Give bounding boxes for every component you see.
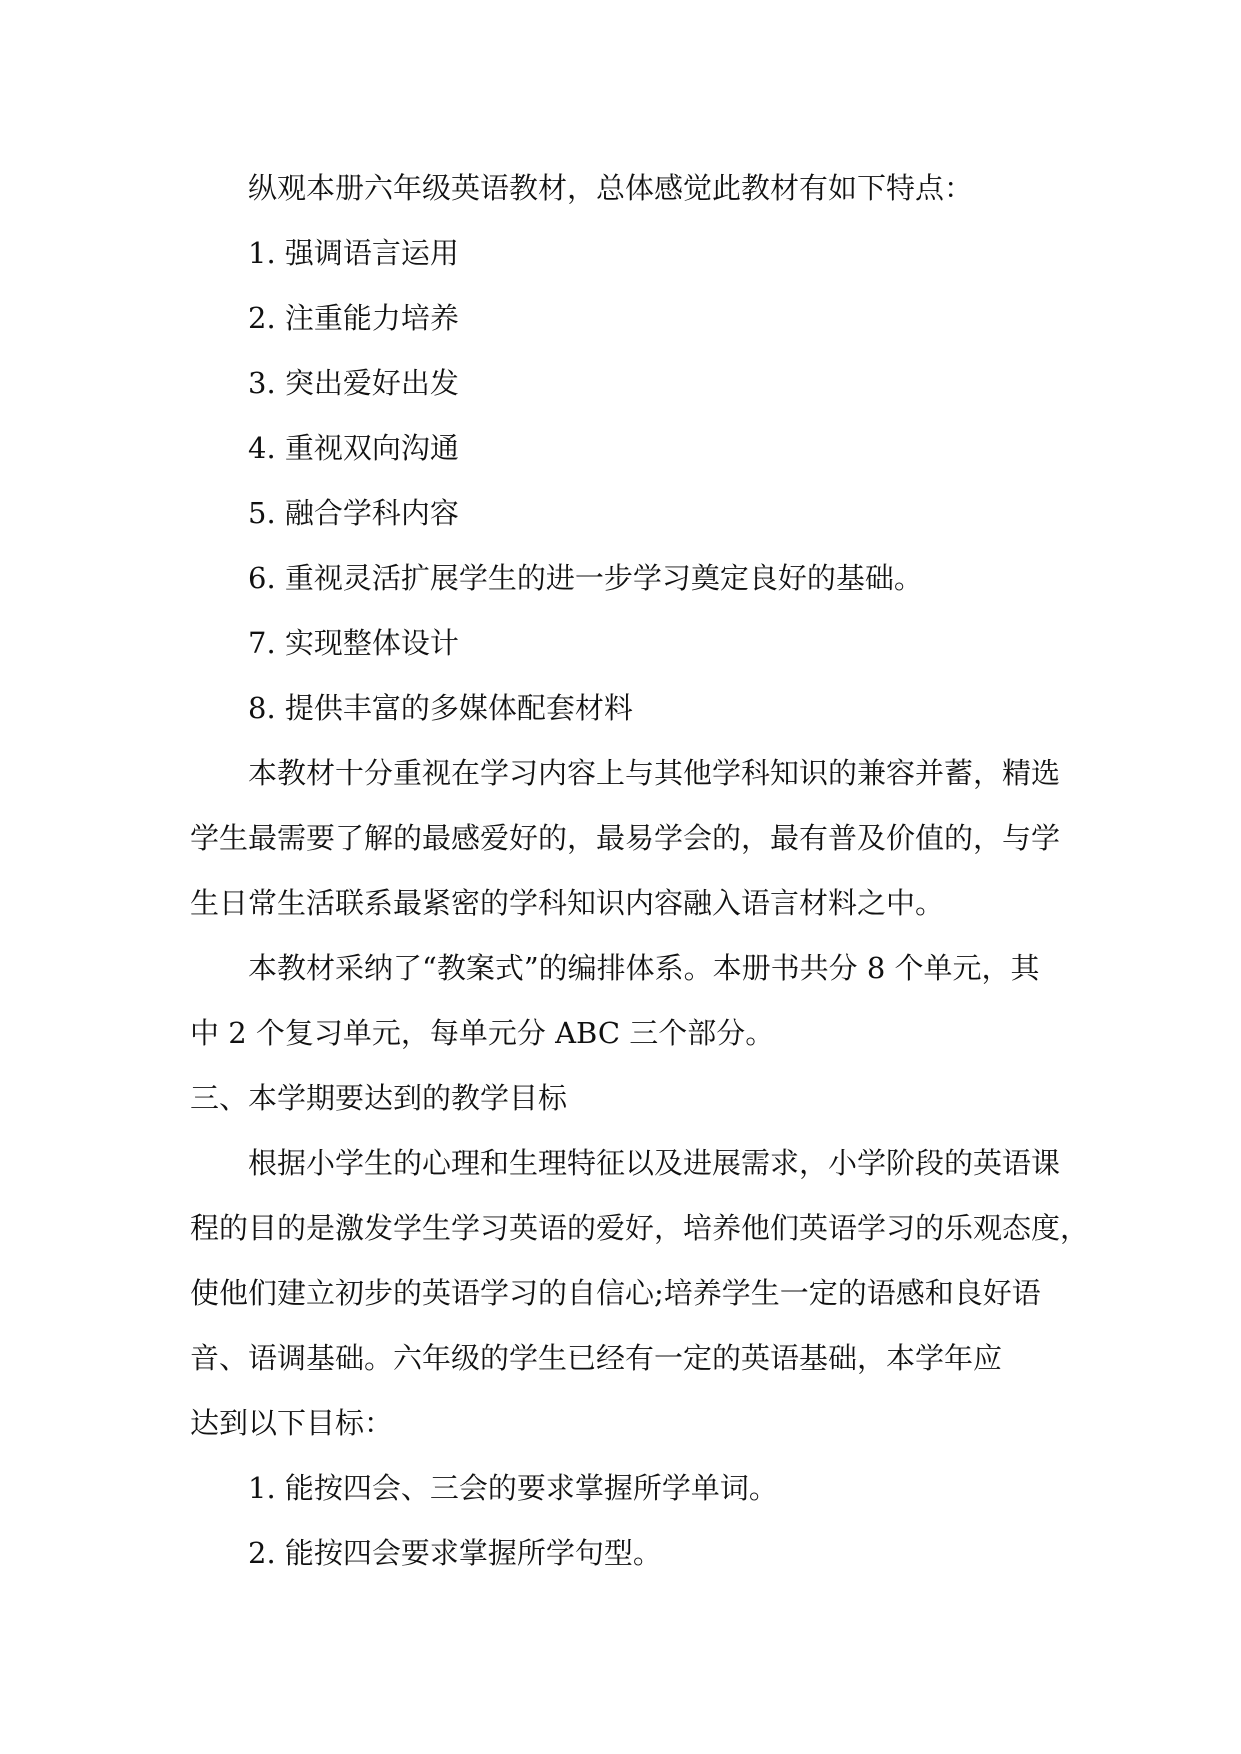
feature-item: 3. 突出爱好出发 — [248, 366, 459, 400]
paragraph-line: 音、语调基础。六年级的学生已经有一定的英语基础，本学年应 — [190, 1341, 1003, 1375]
paragraph-subject-integration — [190, 741, 1070, 936]
paragraph-line: 本教材采纳了“教案式”的编排体系。本册书共分 8 个单元，其 — [248, 951, 1040, 985]
goal-item: 1. 能按四会、三会的要求掌握所学单词。 — [248, 1471, 778, 1505]
paragraph-line: 学生最需要了解的最感爱好的，最易学会的，最有普及价值的，与学 — [190, 821, 1061, 855]
paragraph-line: 中 2 个复习单元，每单元分 ABC 三个部分。 — [190, 1016, 775, 1050]
document-body — [190, 156, 1090, 1586]
goal-item: 2. 能按四会要求掌握所学句型。 — [248, 1536, 662, 1570]
paragraph-line: 根据小学生的心理和生理特征以及进展需求，小学阶段的英语课 — [248, 1146, 1061, 1180]
section-heading: 三、本学期要达到的教学目标 — [190, 1081, 568, 1115]
feature-item: 7. 实现整体设计 — [248, 626, 459, 660]
paragraph-line: 生日常生活联系最紧密的学科知识内容融入语言材料之中。 — [190, 886, 945, 920]
paragraph-line: 程的目的是激发学生学习英语的爱好，培养他们英语学习的乐观态度， — [190, 1211, 1090, 1245]
paragraph-line: 达到以下目标： — [190, 1406, 394, 1440]
feature-item: 4. 重视双向沟通 — [248, 431, 459, 465]
paragraph-line: 使他们建立初步的英语学习的自信心;培养学生一定的语感和良好语 — [190, 1276, 1041, 1310]
feature-item: 8. 提供丰富的多媒体配套材料 — [248, 691, 633, 725]
feature-item: 5. 融合学科内容 — [248, 496, 459, 530]
feature-item: 6. 重视灵活扩展学生的进一步学习奠定良好的基础。 — [248, 561, 923, 595]
paragraph-structure — [190, 936, 1070, 1066]
feature-item: 2. 注重能力培养 — [248, 301, 459, 335]
intro-line: 纵观本册六年级英语教材，总体感觉此教材有如下特点： — [248, 171, 974, 205]
feature-item: 1. 强调语言运用 — [248, 236, 459, 270]
paragraph-line: 本教材十分重视在学习内容上与其他学科知识的兼容并蓄，精选 — [248, 756, 1061, 790]
paragraph-goals-intro — [190, 1131, 1090, 1456]
